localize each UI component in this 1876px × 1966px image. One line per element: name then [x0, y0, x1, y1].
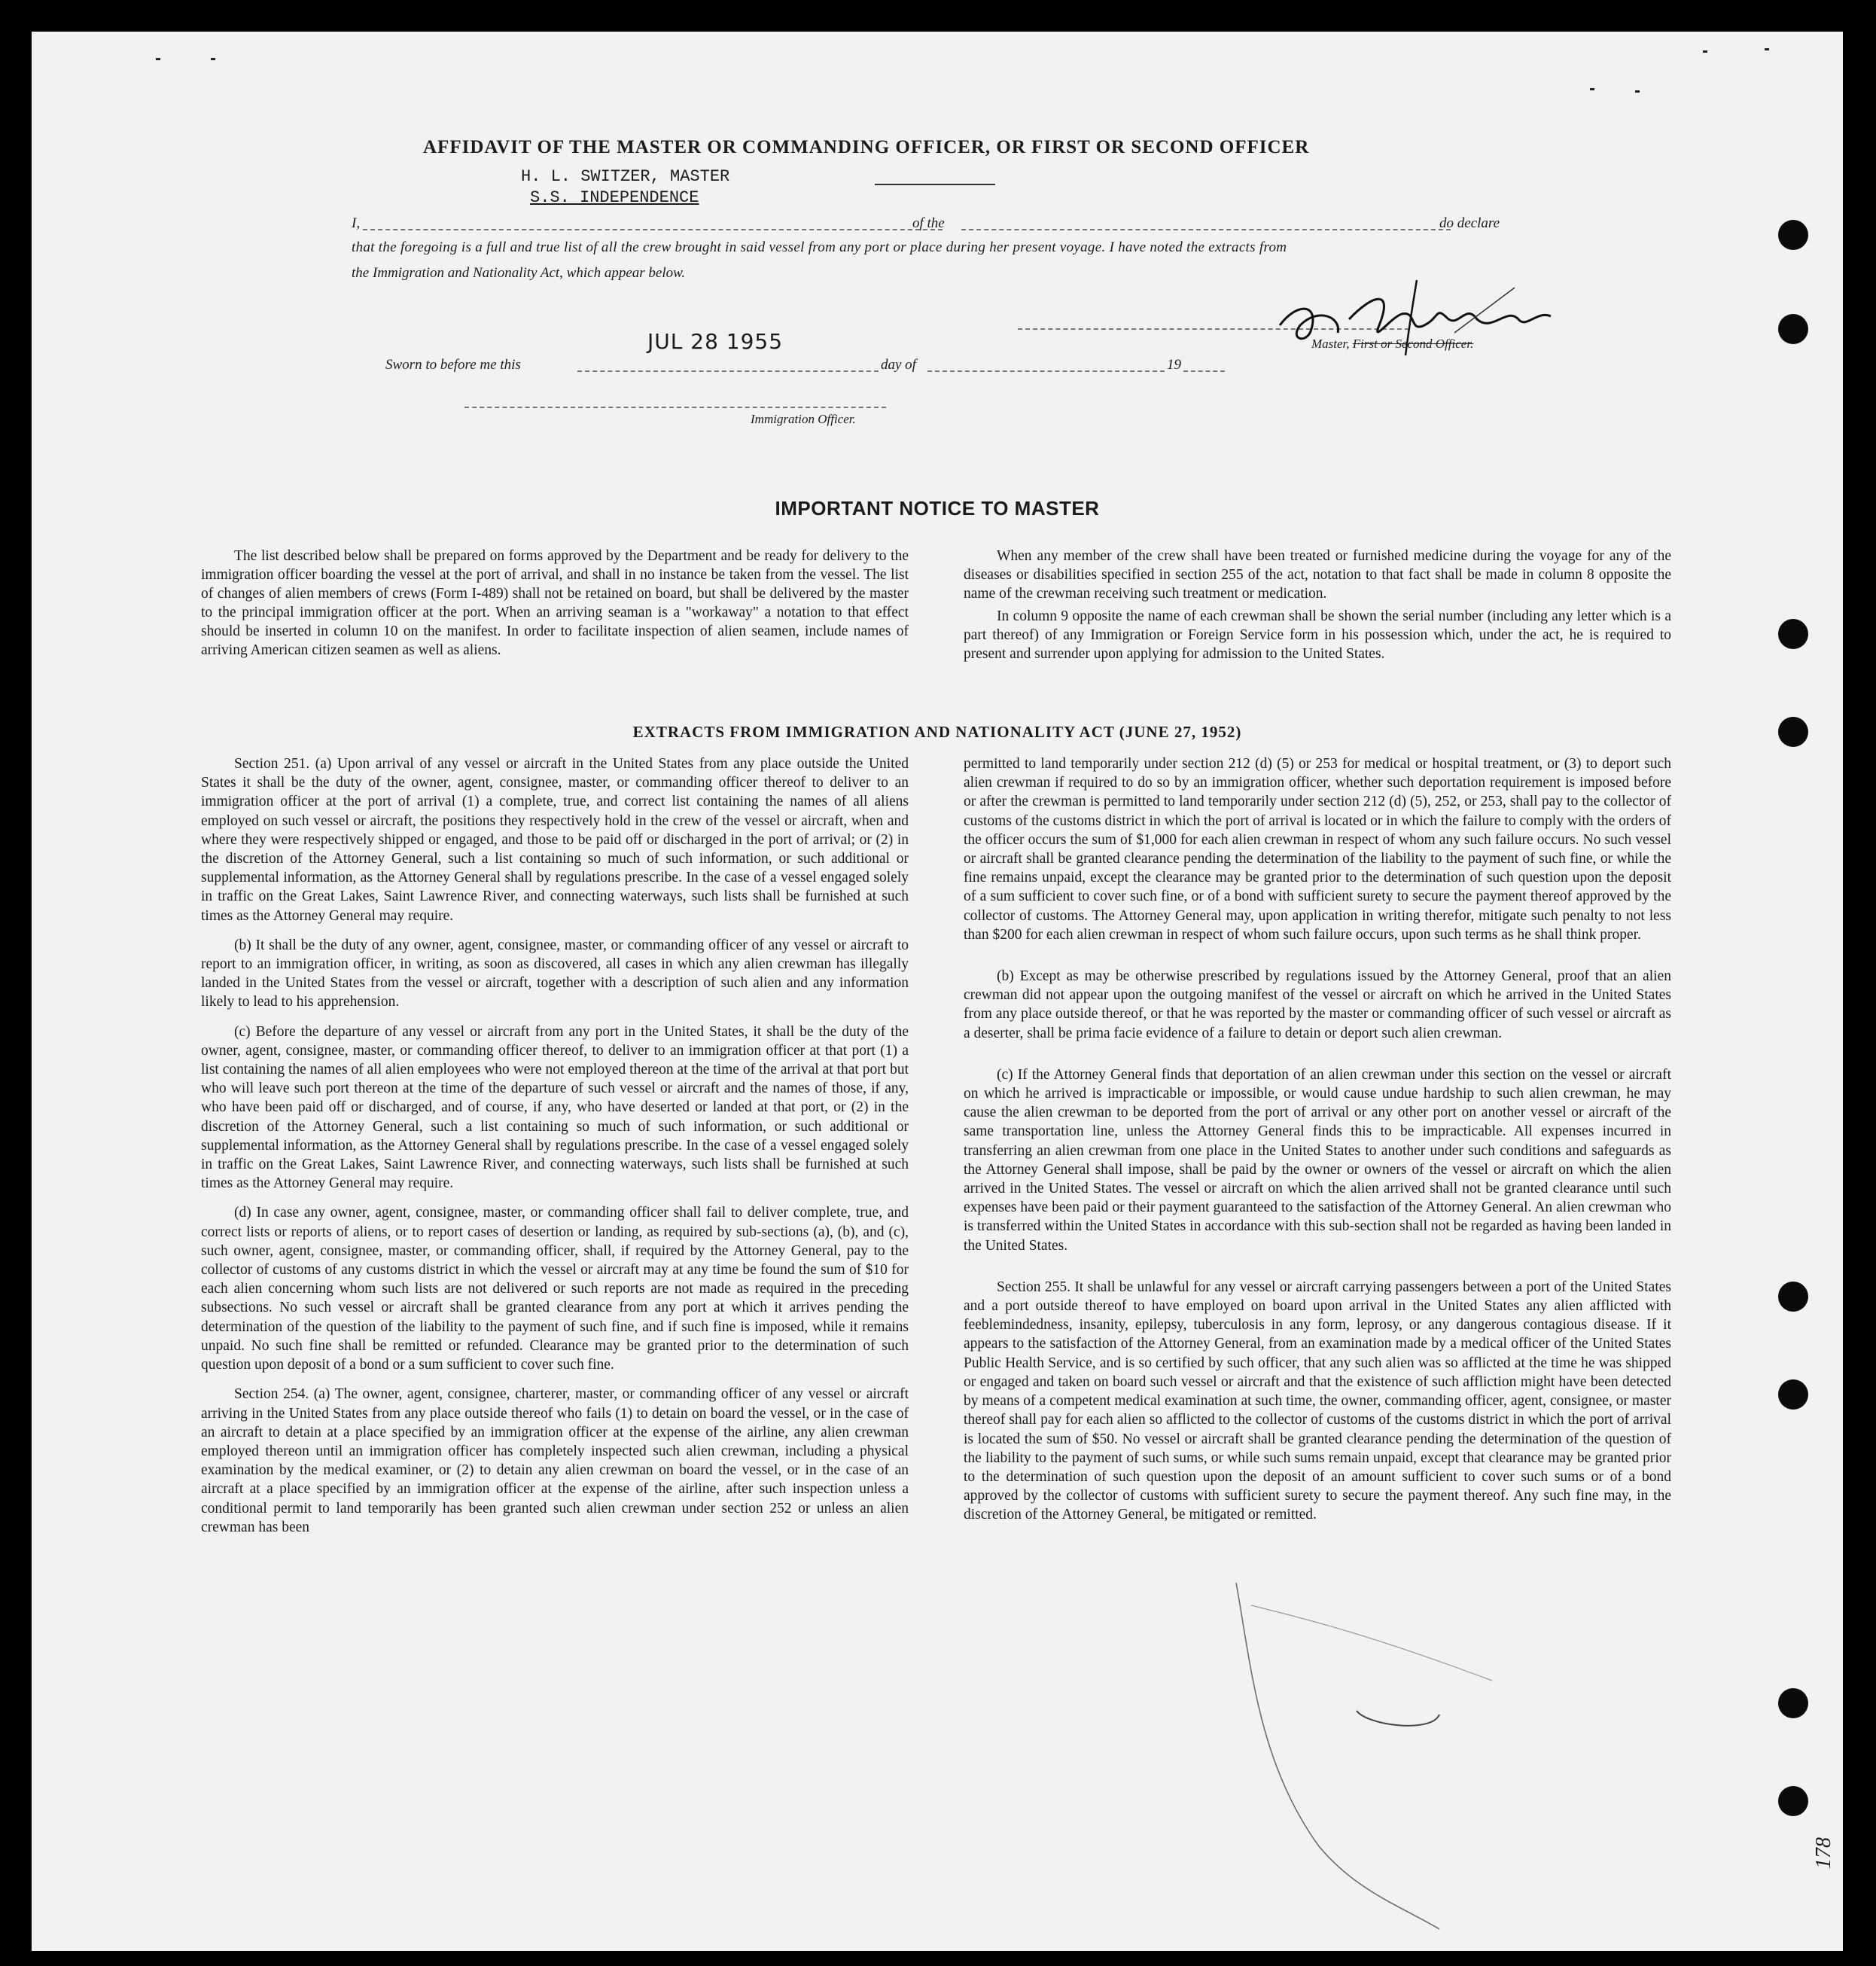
- binder-hole: [1778, 1282, 1808, 1312]
- section-251-c: (c) Before the departure of any vessel or aircraft from any port in the United States, it shall be the duty of the owner, agent, consignee, master, or commanding officer thereof, to deliver to an immigration officer at that port (1) a list containing the names of all alien employees who were not employed thereon at the time of the arrival at that port but who will leave such port thereon at the time of the departure of such vessel or aircraft and the names of those, if any, who have been paid off or discharged, and of course, if any, who have deserted or landed at that port, or (2) in the discretion of the Attorney General, such a list containing so much of such information, or such additional or supplemental information, as the Attorney General shall by regulations prescribe. In the case of a vessel engaged solely in traffic on the Great Lakes, Saint Lawrence River, and connecting waterways, such lists shall be furnished at such times as the Attorney General may require.: [201, 1023, 909, 1192]
- binder-hole: [1778, 1379, 1808, 1410]
- binder-hole: [1778, 619, 1808, 649]
- declaration-line-1: that the foregoing is a full and true list of all the crew brought in said vessel from any port or place during her present voyage. I have noted the extracts from: [352, 239, 1287, 255]
- notice-medical-paragraph: When any member of the crew shall have been treated or furnished medicine during the voyage for any of the diseases or disabilities specified in section 255 of the act, notation to that fact shall be made in column 8 opposite the name of the crewman receiving such treatment or medication.: [964, 548, 1671, 602]
- speck: [1703, 50, 1707, 53]
- binder-hole: [1778, 717, 1808, 747]
- section-254-b: (b) Except as may be otherwise prescribed by regulations issued by the Attorney General, proof that an alien crewman did not appear upon the outgoing manifest of the vessel or aircraft on which he arrived in the United States from any place outside thereof, or that he was reported by the master or commanding officer of such vessel or aircraft as a deserter, shall be prima facie evidence of a failure to detain or deport such alien crewman.: [964, 968, 1671, 1041]
- sworn-day-line: [577, 370, 879, 372]
- pen-scribble-marks: [1206, 1575, 1582, 1937]
- sworn-month-line: [927, 370, 1165, 372]
- typed-master-name: H. L. SWITZER, MASTER: [521, 167, 730, 186]
- section-254-c: (c) If the Attorney General finds that deportation of an alien crewman under this section on the vessel or aircraft on which he arrived is impracticable or impossible, or would cause undue hardship to such alien crewman, he may cause the alien crewman to be deported from the port of arrival or any other port on another vessel or aircraft of the same transportation line, unless the Attorney General finds this to be impracticable. All expenses incurred in transferring an alien crewman from one place in the United States to another under such conditions and safeguards as the Attorney General shall impose, shall be paid by the owner or owners of the vessel or aircraft on which the alien arrived in the United States. The vessel or aircraft on which the alien arrived shall not be granted clearance until such expenses have been paid or their payment guaranteed to the satisfaction of the Attorney General. An alien crewman who is transferred within the United States in accordance with this sub-section shall not be regarded as having been landed in the United States.: [964, 1066, 1671, 1254]
- sworn-year-line: [1183, 370, 1225, 372]
- typed-vessel-name: S.S. INDEPENDENCE: [530, 188, 699, 207]
- declaration-line-2: the Immigration and Nationality Act, which appear below.: [352, 265, 686, 281]
- do-declare-label: do declare: [1439, 215, 1500, 231]
- notice-left-paragraph: The list described below shall be prepared on forms approved by the Department and be ready for delivery to the immigration officer boarding the vessel at the port of arrival, and shall in no instance be taken from the vessel. The list of changes of alien members of crews (Form I-489) shall not be retained on board, but shall be delivered by the master to the principal immigration officer at the port. When an arriving seaman is a "workaway" a notation to that effect should be inserted in column 10 on the manifest. In order to facilitate inspection of alien seamen, include names of arriving American citizen seamen as well as aliens.: [201, 548, 909, 658]
- section-254-a-continued: permitted to land temporarily under section 212 (d) (5) or 253 for medical or hospital treatment, or (3) to deport such alien crewman if required to do so by an immigration officer, whether such deportation requirement is imposed before or after the crewman is permitted to land temporarily under section 212 (d) (5), 252, or 253, shall pay to the collector of customs of the customs district in which the port of arrival is located or in which the failure to comply with the orders of the officer occurs the sum of $1,000 for each alien crewman in respect of whom any such failure occurs. No such vessel or aircraft shall be granted clearance pending the determination of the liability to the payment of such fine, or while the fine remains unpaid, except the clearance may be granted prior to the determination of such question upon the deposit of a sum sufficient to cover such fine, or of a bond with sufficient surety to secure the payment thereof approved by the collector of customs. The Attorney General may, upon application in writing therefor, mitigate such penalty to not less than $200 for each alien crewman in respect of whom such failure occurs, upon such terms as he shall think proper.: [964, 756, 1671, 943]
- affidavit-i-label: I,: [352, 215, 361, 231]
- affidavit-title-rule: [875, 184, 995, 185]
- section-254-a: Section 254. (a) The owner, agent, consignee, charterer, master, or commanding officer of any vessel or aircraft arriving in the United States from any place outside thereof who fails (1) to detain on board the vessel, or in the case of an aircraft to detain at a place specified by an immigration officer at the expense of the airline, any alien crewman employed thereon until an immigration officer has completely inspected such alien crewman, including a physical examination by the medical examiner, or (2) to detain any alien crewman on board the vessel, or in the case of an aircraft at a place specified by an immigration officer at the expense of the airline, after such inspection unless a conditional permit to land temporarily has been granted such alien crewman under section 252 or unless an alien crewman has been: [201, 1386, 909, 1535]
- section-251-d: (d) In case any owner, agent, consignee, master, or commanding officer shall fail to deliver complete, true, and correct lists or reports of aliens, or to report cases of desertion or landing, as required by sub-sections (a), (b), and (c), such owner, agent, consignee, master, or commanding officer, shall, if required by the Attorney General, pay to the collector of customs of any customs district in which the vessel or aircraft may at any time be found the sum of $10 for each alien concerning whom such lists are not delivered or such reports are not made as required in the preceding subsections. No such vessel or aircraft shall be granted clearance from any port at which it arrives pending the determination of the question of the liability to the payment of such fine, and if such fine is imposed, while it remains unpaid. No such fine shall be remitted or refunded. Clearance may be granted prior to the determination of such question upon deposit of a bond or a sum sufficient to cover such fine.: [201, 1205, 909, 1373]
- name-blank-line: [363, 229, 943, 230]
- date-stamp: JUL 28 1955: [647, 329, 784, 354]
- margin-page-note: 178: [1812, 1837, 1835, 1869]
- document-page: [32, 32, 1843, 1951]
- speck: [1590, 88, 1594, 90]
- binder-hole: [1778, 1786, 1808, 1816]
- caption-struck: First or Second Officer.: [1352, 337, 1474, 351]
- immigration-officer-label: Immigration Officer.: [751, 412, 856, 426]
- speck: [1765, 48, 1769, 50]
- immigration-officer-line: [464, 407, 886, 408]
- speck: [1635, 90, 1640, 93]
- binder-hole: [1778, 1688, 1808, 1718]
- caption-master: Master,: [1311, 337, 1350, 351]
- extracts-right-column: [964, 754, 1671, 1535]
- section-255: Section 255. It shall be unlawful for any vessel or aircraft carrying passengers between a port of the United States and a port outside thereof to have employed on board upon arrival in the United States any alien afflicted with feeblemindedness, insanity, epilepsy, tuberculosis in any form, leprosy, or any dangerous contagious disease. If it appears to the satisfaction of the Attorney General, from an examination made by a medical officer of the United States Public Health Service, and is so certified by such officer, that any such alien was so afflicted at the time he was shipped or engaged and taken on board such vessel or aircraft and that the existence of such affliction might have been detected by means of a competent medical examination at such time, the owner, commanding officer, agent, consignee, or master thereof shall pay for each alien so afflicted to the collector of customs of the customs district in which the port of arrival is located the sum of $50. No vessel or aircraft shall be granted clearance pending the determination of the question of the liability to the payment of such sums, or while such sums remain unpaid, except that clearance may be granted prior to the determination of such question upon the deposit of an amount sufficient to cover such sums or of a bond approved by the collector of customs with sufficient surety to secure the payment thereof. Any such fine may, in the discretion of the Attorney General, be mitigated or remitted.: [964, 1279, 1671, 1523]
- notice-right-column: [964, 547, 1671, 674]
- notice-title: IMPORTANT NOTICE TO MASTER: [775, 497, 1100, 520]
- day-of-label: day of: [881, 357, 916, 373]
- extracts-left-column: [201, 754, 909, 1547]
- signature-caption: [1311, 337, 1473, 352]
- binder-hole: [1778, 314, 1808, 344]
- speck: [211, 58, 215, 60]
- affidavit-title: AFFIDAVIT OF THE MASTER OR COMMANDING OFFICER, OR FIRST OR SECOND OFFICER: [423, 137, 1310, 157]
- binder-hole: [1778, 220, 1808, 250]
- year-label: 19: [1167, 357, 1181, 373]
- vessel-blank-line: [961, 229, 1451, 230]
- speck: [156, 58, 160, 60]
- of-the-label: of the: [912, 215, 945, 231]
- notice-serial-paragraph: In column 9 opposite the name of each crewman shall be shown the serial number (including any letter which is a part thereof) of any Immigration or Foreign Service form in his possession which, under the act, he is required to present and surrender upon applying for admission to the United States.: [964, 608, 1671, 663]
- extracts-title: EXTRACTS FROM IMMIGRATION AND NATIONALITY ACT (JUNE 27, 1952): [632, 723, 1242, 741]
- section-251-a: Section 251. (a) Upon arrival of any vessel or aircraft in the United States from any place outside the United States it shall be the duty of the owner, agent, consignee, master, or commanding officer thereof to deliver to an immigration officer at the port of arrival (1) a complete, true, and correct list containing the names of all aliens employed on such vessel or aircraft, the positions they respectively hold in the crew of the vessel or aircraft, when and where they were respectively shipped or engaged, and those to be paid off or discharged in the port of arrival; or (2) in the discretion of the Attorney General, such a list containing so much of such information, or such additional or supplemental information, as the Attorney General shall by regulations prescribe. In the case of a vessel engaged solely in traffic on the Great Lakes, Saint Lawrence River, and connecting waterways, such lists shall be furnished at such times as the Attorney General may require.: [201, 756, 909, 924]
- sworn-label: Sworn to before me this: [385, 357, 521, 373]
- section-251-b: (b) It shall be the duty of any owner, agent, consignee, master, or commanding officer of any vessel or aircraft to report to an immigration officer, in writing, as soon as discovered, all cases in which any alien crewman has illegally landed in the United States from the vessel or aircraft, together with a description of such alien and any information likely to lead to his apprehension.: [201, 937, 909, 1010]
